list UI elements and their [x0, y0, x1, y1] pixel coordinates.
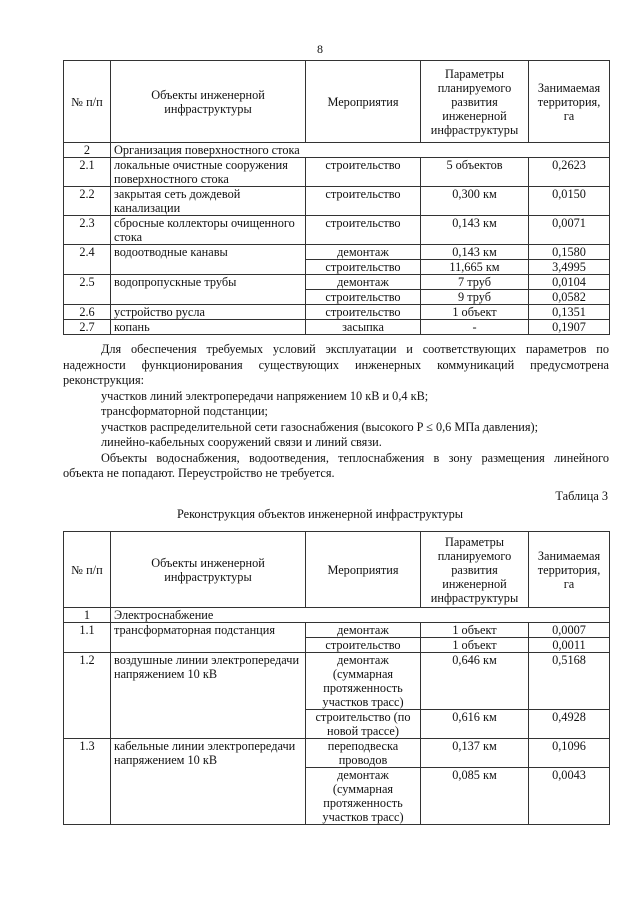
table-row: 2.7 копань засыпка - 0,1907	[64, 320, 610, 335]
table-title: Реконструкция объектов инженерной инфраструктуры	[176, 507, 464, 521]
header-area: Занимаемая территория, га	[529, 61, 610, 143]
header-params: Параметры планируемого развития инженерной инфраструктуры	[421, 61, 529, 143]
table-row: строительство 11,665 км 3,4995	[64, 260, 610, 275]
section-row: 2 Организация поверхностного стока	[64, 143, 610, 158]
page-number: 8	[317, 42, 323, 56]
header-num: № п/п	[64, 61, 111, 143]
table-row: строительство (по новой трассе) 0,616 км 0,4928	[64, 710, 610, 739]
table-row: 2.6 устройство русла строительство 1 объект 0,1351	[64, 305, 610, 320]
body-text	[63, 342, 609, 482]
table-surface-runoff	[63, 60, 610, 335]
section-row: 1 Электроснабжение	[64, 608, 610, 623]
table-header-row	[64, 61, 610, 143]
table-row: демонтаж (суммарная протяженность участков трасс) 0,085 км 0,0043	[64, 768, 610, 825]
table-row: 2.1 локальные очистные сооружения поверхностного стока строительство 5 объектов 0,2623	[64, 158, 610, 187]
table-row: 2.2 закрытая сеть дождевой канализации строительство 0,300 км 0,0150	[64, 187, 610, 216]
table-row: 1.3 кабельные линии электропередачи напряжением 10 кВ переподвеска проводов 0,137 км 0,1096	[64, 739, 610, 768]
table-row: 2.4 водоотводные канавы демонтаж 0,143 км 0,1580	[64, 245, 610, 260]
table-row: 2.3 сбросные коллекторы очищенного стока строительство 0,143 км 0,0071	[64, 216, 610, 245]
header-action: Мероприятия	[306, 61, 421, 143]
table-label: Таблица 3	[555, 489, 608, 503]
table-row: 1.2 воздушные линии электропередачи напряжением 10 кВ демонтаж (суммарная протяженность участков трасс) 0,646 км 0,5168	[64, 653, 610, 710]
table-row: 2.5 водопропускные трубы демонтаж 7 труб 0,0104	[64, 275, 610, 290]
list-item: линейно-кабельных сооружений связи и линий связи.	[101, 435, 382, 449]
paragraph-intro: Для обеспечения требуемых условий эксплуатации и соответствующих параметров по надежности функционирования существующих инженерных коммуникаций предусмотрена реконструкция:	[63, 342, 609, 387]
table-row: строительство 1 объект 0,0011	[64, 638, 610, 653]
header-action: Мероприятия	[306, 532, 421, 608]
header-area: Занимаемая территория, га	[529, 532, 610, 608]
list-item: участков линий электропередачи напряжением 10 кВ и 0,4 кВ;	[101, 388, 429, 403]
header-object: Объекты инженерной инфраструктуры	[111, 532, 306, 608]
header-object: Объекты инженерной инфраструктуры	[111, 61, 306, 143]
table-row: строительство 9 труб 0,0582	[64, 290, 610, 305]
table-header-row	[64, 532, 610, 608]
table-reconstruction	[63, 531, 610, 825]
paragraph-conclusion: Объекты водоснабжения, водоотведения, теплоснабжения в зону размещения линейного объекта не попадают. Переустройство не требуется.	[63, 450, 609, 480]
header-num: № п/п	[64, 532, 111, 608]
table-row: 1.1 трансформаторная подстанция демонтаж 1 объект 0,0007	[64, 623, 610, 638]
header-params: Параметры планируемого развития инженерной инфраструктуры	[421, 532, 529, 608]
list-item: участков распределительной сети газоснабжения (высокого P ≤ 0,6 МПа давления);	[101, 419, 539, 434]
list-item: трансформаторной подстанции;	[101, 404, 268, 418]
